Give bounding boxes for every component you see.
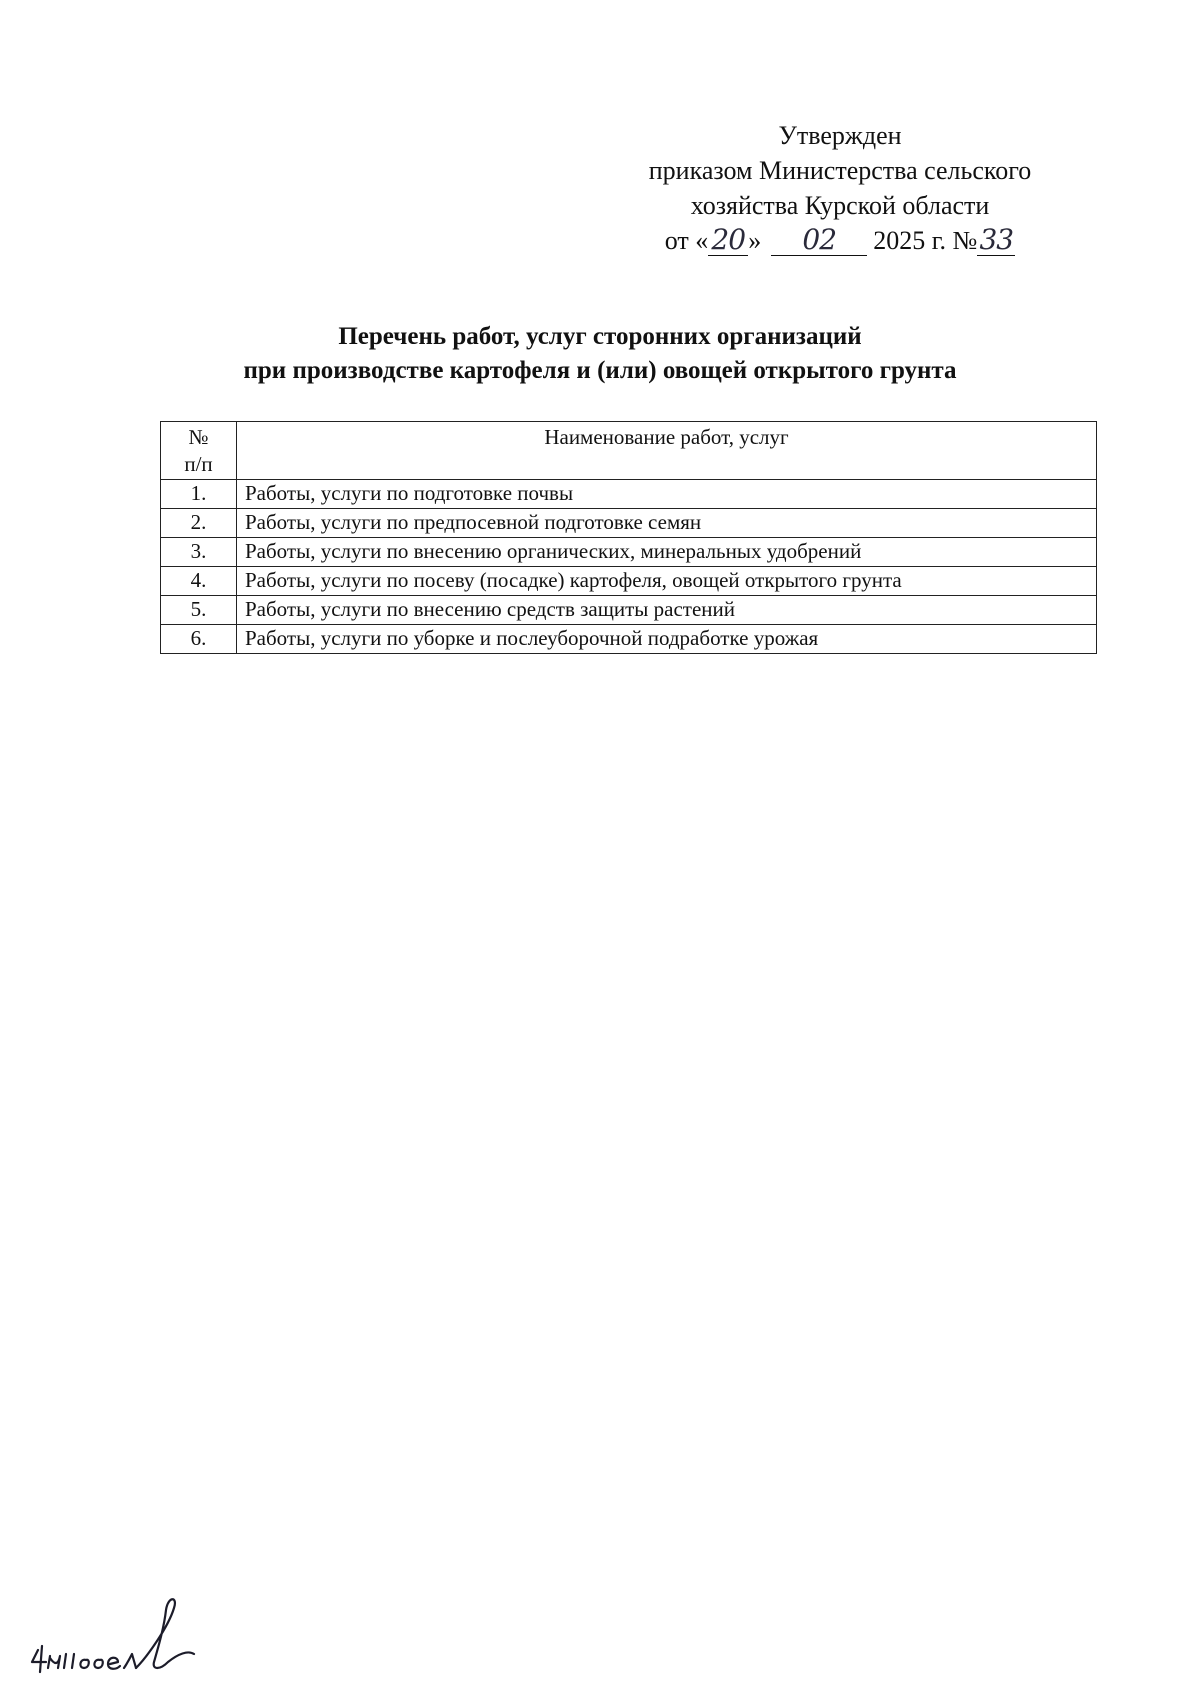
works-services-table (160, 421, 1097, 654)
date-day-handwritten: 20 (708, 225, 748, 256)
date-prefix: от « (664, 226, 709, 255)
row-number: 5. (161, 596, 237, 625)
approval-ministry-line: хозяйства Курской области (690, 191, 990, 220)
date-close-quote: » (748, 226, 762, 255)
handwritten-signature (28, 1588, 228, 1678)
row-name: Работы, услуги по уборке и послеуборочной подработке урожая (237, 625, 1097, 654)
header-number-cell (161, 422, 237, 480)
approval-date-line (560, 223, 1120, 258)
date-month-handwritten: 02 (771, 225, 867, 256)
approval-block (560, 118, 1120, 258)
title-line-2: при производстве картофеля и (или) овощей открытого грунта (243, 357, 957, 384)
approval-heading: Утвержден (778, 121, 902, 150)
table-row (161, 567, 1097, 596)
header-name-cell: Наименование работ, услуг (237, 422, 1097, 480)
table-row (161, 538, 1097, 567)
table-row (161, 596, 1097, 625)
row-name: Работы, услуги по внесению средств защиты растений (237, 596, 1097, 625)
table-header-row (161, 422, 1097, 480)
title-line-1: Перечень работ, услуг сторонних организаций (338, 323, 862, 350)
document-title (130, 320, 1070, 388)
table-row (161, 480, 1097, 509)
row-number: 6. (161, 625, 237, 654)
row-name: Работы, услуги по предпосевной подготовке семян (237, 509, 1097, 538)
row-number: 3. (161, 538, 237, 567)
row-number: 2. (161, 509, 237, 538)
date-year-number-label: 2025 г. № (873, 226, 978, 255)
row-number: 4. (161, 567, 237, 596)
row-name: Работы, услуги по внесению органических, минеральных удобрений (237, 538, 1097, 567)
order-number-handwritten: 33 (977, 225, 1015, 256)
header-number-sign: № (188, 425, 209, 449)
table-row (161, 625, 1097, 654)
row-number: 1. (161, 480, 237, 509)
header-number-abbr: п/п (184, 452, 213, 476)
row-name: Работы, услуги по посеву (посадке) картофеля, овощей открытого грунта (237, 567, 1097, 596)
row-name: Работы, услуги по подготовке почвы (237, 480, 1097, 509)
approval-order-line: приказом Министерства сельского (648, 156, 1032, 185)
table-row (161, 509, 1097, 538)
